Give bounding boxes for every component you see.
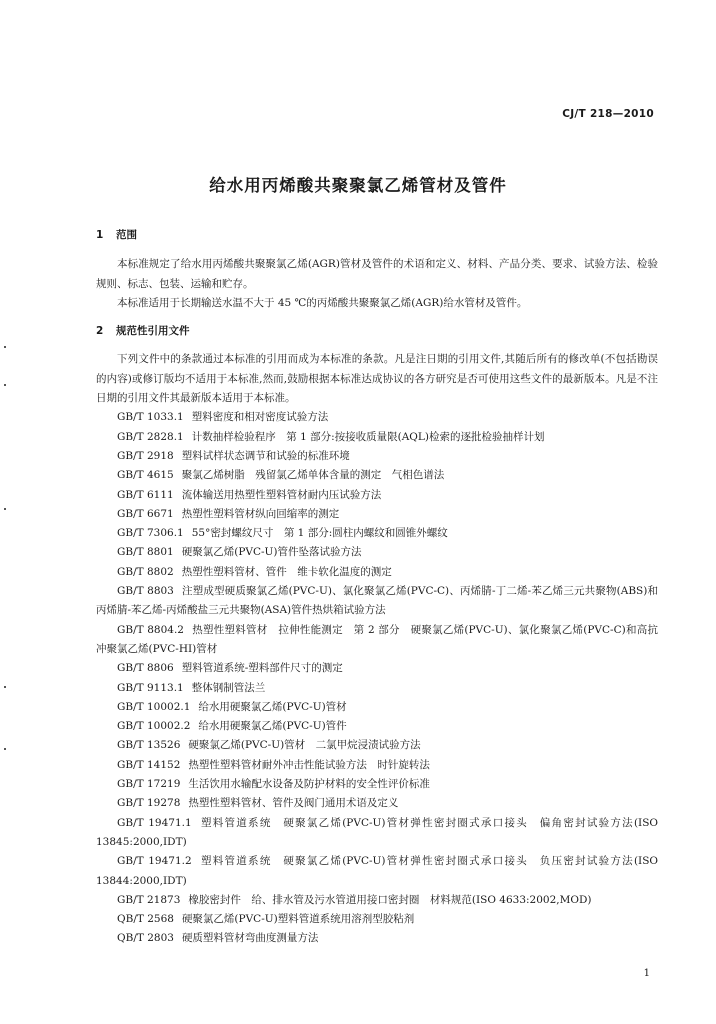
reference-title: 硬聚氯乙烯(PVC-U)塑料管道系统用溶剂型胶粘剂 (181, 913, 415, 926)
document-code: CJ/T 218—2010 (562, 108, 654, 120)
reference-code: GB/T 1033.1 (117, 411, 184, 424)
reference-title: 塑料密度和相对密度试验方法 (191, 411, 329, 424)
reference-title: 塑料管道系统-塑料部件尺寸的测定 (181, 662, 343, 675)
reference-title: 注塑成型硬质聚氯乙烯(PVC-U)、氯化聚氯乙烯(PVC-C)、丙烯腈-丁二烯-苯乙烯三元共聚物(ABS)和丙烯腈-苯乙烯-丙烯酸盐三元共聚物(ASA)管件热烘箱试验方法 (96, 585, 658, 617)
reference-title: 热塑性塑料管材 拉伸性能测定 第 2 部分 硬聚氯乙烯(PVC-U)、氯化聚氯乙烯(PVC-C)和高抗冲聚氯乙烯(PVC-HI)管材 (96, 623, 658, 655)
section-heading (96, 226, 658, 245)
reference-code: GB/T 6111 (117, 488, 174, 501)
paragraph: 下列文件中的条款通过本标准的引用而成为本标准的条款。凡是注日期的引用文件,其随后所有的修改单(不包括勘误的内容)或修订版均不适用于本标准,然而,鼓励根据本标准达成协议的各方研究是否可使用这些文件的最新版本。凡是不注日期的引用文件其最新版本适用于本标准。 (96, 353, 658, 405)
page-number: 1 (643, 968, 650, 979)
reference-item (96, 408, 658, 427)
reference-title: 热塑性塑料管材纵向回缩率的测定 (181, 507, 340, 520)
reference-code: GB/T 4615 (117, 469, 174, 482)
reference-code: GB/T 17219 (117, 778, 181, 791)
reference-title: 生活饮用水输配水设备及防护材料的安全性评价标准 (188, 778, 430, 791)
section-scope (96, 226, 658, 313)
section-heading (96, 322, 658, 341)
reference-code: GB/T 8801 (117, 546, 174, 559)
reference-code: GB/T 7306.1 (117, 527, 184, 540)
reference-code: GB/T 8804.2 (117, 623, 184, 636)
reference-title: 硬质塑料管材弯曲度测量方法 (181, 932, 319, 945)
reference-item (96, 543, 658, 562)
reference-code: GB/T 8806 (117, 662, 174, 675)
reference-code: GB/T 10002.1 (117, 700, 191, 713)
reference-item (96, 698, 658, 717)
reference-code: GB/T 9113.1 (117, 681, 184, 694)
scan-speck (4, 384, 6, 386)
reference-code: GB/T 21873 (117, 893, 181, 906)
reference-title: 热塑性塑料管材耐外冲击性能试验方法 时针旋转法 (188, 758, 430, 771)
document-body (96, 226, 658, 949)
scan-speck (4, 748, 6, 750)
reference-title: 硬聚氯乙烯(PVC-U)管材 二氯甲烷浸渍试验方法 (188, 739, 421, 752)
reference-item (96, 621, 658, 660)
document-title: 给水用丙烯酸共聚聚氯乙烯管材及管件 (209, 176, 507, 195)
reference-item (96, 794, 658, 813)
reference-code: GB/T 19471.1 (117, 816, 192, 829)
reference-code: GB/T 19278 (117, 797, 181, 810)
section-number: 2 (96, 325, 104, 338)
scan-speck (4, 508, 6, 510)
reference-code: GB/T 2918 (117, 449, 174, 462)
reference-title: 硬聚氯乙烯(PVC-U)管件坠落试验方法 (181, 546, 362, 559)
reference-code: GB/T 13526 (117, 739, 181, 752)
reference-item (96, 486, 658, 505)
reference-title: 流体输送用热塑性塑料管材耐内压试验方法 (181, 488, 382, 501)
reference-code: GB/T 14152 (117, 758, 181, 771)
reference-code: GB/T 10002.2 (117, 720, 191, 733)
reference-code: QB/T 2568 (117, 913, 174, 926)
paragraph: 本标准适用于长期输送水温不大于 45 ℃的丙烯酸共聚聚氯乙烯(AGR)给水管材及管件。 (117, 296, 528, 309)
reference-title: 塑料管道系统 硬聚氯乙烯(PVC-U)管材弹性密封圈式承口接头 负压密封试验方法(ISO 13844:2000,IDT) (96, 855, 658, 887)
reference-item (96, 466, 658, 485)
reference-title: 聚氯乙烯树脂 残留氯乙烯单体含量的测定 气相色谱法 (181, 469, 445, 482)
scan-speck (4, 686, 6, 688)
section-title: 范围 (116, 229, 137, 241)
reference-item (96, 582, 658, 621)
reference-code: GB/T 8802 (117, 565, 174, 578)
reference-title: 计数抽样检验程序 第 1 部分:按接收质量限(AQL)检索的逐批检验抽样计划 (191, 430, 545, 443)
reference-item (96, 929, 658, 948)
reference-item (96, 910, 658, 929)
reference-title: 塑料管道系统 硬聚氯乙烯(PVC-U)管材弹性密封圈式承口接头 偏角密封试验方法(ISO 13845:2000,IDT) (96, 816, 658, 848)
reference-item (96, 447, 658, 466)
reference-item (96, 524, 658, 543)
reference-code: GB/T 19471.2 (117, 855, 192, 868)
reference-item (96, 736, 658, 755)
scan-speck (4, 346, 6, 348)
paragraph: 本标准规定了给水用丙烯酸共聚聚氯乙烯(AGR)管材及管件的术语和定义、材料、产品分类、要求、试验方法、检验规则、标志、包装、运输和贮存。 (96, 258, 658, 290)
reference-item (96, 679, 658, 698)
reference-title: 给水用硬聚氯乙烯(PVC-U)管件 (198, 720, 347, 733)
reference-code: GB/T 2828.1 (117, 430, 184, 443)
reference-item (96, 717, 658, 736)
reference-item (96, 814, 658, 853)
reference-item (96, 505, 658, 524)
reference-title: 塑料试样状态调节和试验的标准环境 (181, 449, 350, 462)
reference-item (96, 428, 658, 447)
reference-title: 整体钢制管法兰 (191, 681, 266, 694)
reference-title: 热塑性塑料管材、管件 维卡软化温度的测定 (181, 565, 392, 578)
reference-list (96, 408, 658, 948)
reference-item (96, 756, 658, 775)
reference-title: 橡胶密封件 给、排水管及污水管道用接口密封圈 材料规范(ISO 4633:2002,MOD) (188, 893, 592, 906)
section-title: 规范性引用文件 (116, 325, 190, 338)
section-number: 1 (96, 229, 104, 241)
reference-code: QB/T 2803 (117, 932, 174, 945)
reference-code: GB/T 8803 (117, 585, 174, 598)
reference-title: 热塑性塑料管材、管件及阀门通用术语及定义 (188, 797, 399, 810)
reference-item (96, 775, 658, 794)
reference-item (96, 891, 658, 910)
section-normative-references (96, 322, 658, 949)
reference-title: 55°密封螺纹尺寸 第 1 部分:圆柱内螺纹和圆锥外螺纹 (191, 527, 448, 540)
reference-code: GB/T 6671 (117, 507, 174, 520)
reference-title: 给水用硬聚氯乙烯(PVC-U)管材 (198, 700, 347, 713)
reference-item (96, 563, 658, 582)
reference-item (96, 659, 658, 678)
reference-item (96, 852, 658, 891)
